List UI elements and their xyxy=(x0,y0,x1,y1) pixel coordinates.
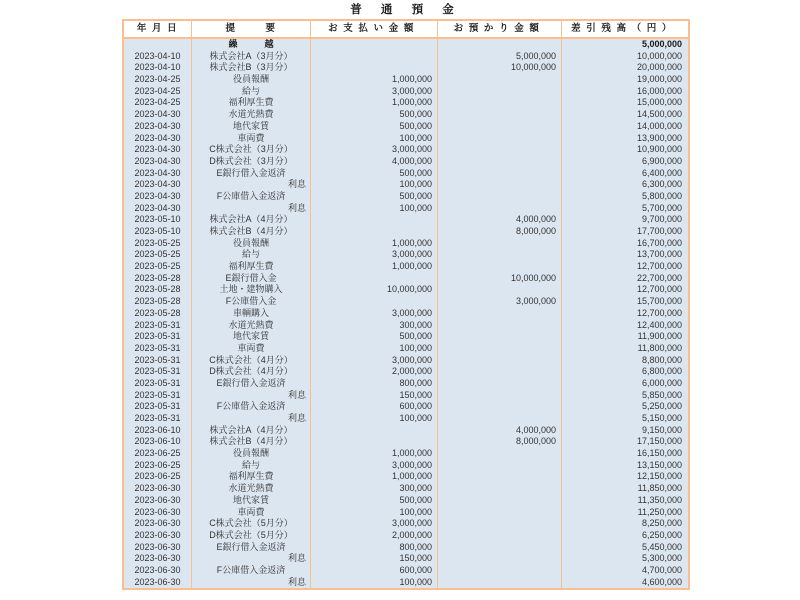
cell-date: 2023-05-31 xyxy=(124,355,192,367)
cell-summary: 株式会社B（4月分） xyxy=(192,226,311,238)
cell-payment: 2,000,000 xyxy=(311,530,438,542)
header-deposit: お 預 か り 金 額 xyxy=(438,21,562,37)
cell-balance: 4,700,000 xyxy=(641,564,682,575)
cell-deposit xyxy=(438,378,562,390)
cell-deposit xyxy=(438,261,562,273)
header-summary: 提 要 xyxy=(192,21,311,37)
cell-summary: 利息 xyxy=(192,413,311,425)
cell-date: 2023-06-30 xyxy=(124,577,192,589)
table-row xyxy=(124,553,688,565)
cell-deposit: 10,000,000 xyxy=(438,273,562,285)
cell-deposit: 8,000,000 xyxy=(438,436,562,448)
cell-summary: 車両費 xyxy=(192,507,311,519)
cell-deposit xyxy=(438,97,562,109)
cell-payment: 300,000 xyxy=(311,483,438,495)
cell-summary: 土地・建物購入 xyxy=(192,284,311,296)
cell-date: 2023-06-30 xyxy=(124,565,192,577)
cell-deposit xyxy=(438,308,562,320)
cell-date: 2023-05-28 xyxy=(124,284,192,296)
table-row xyxy=(124,39,688,51)
cell-balance: 19,000,000 xyxy=(636,74,682,85)
cell-date: 2023-06-30 xyxy=(124,483,192,495)
cell-date: 2023-05-31 xyxy=(124,343,192,355)
table-row xyxy=(124,507,688,519)
cell-payment xyxy=(311,226,438,238)
cell-summary: 役員報酬 xyxy=(192,448,311,460)
cell-date: 2023-05-31 xyxy=(124,401,192,413)
cell-balance: 6,250,000 xyxy=(641,529,682,540)
cell-deposit xyxy=(438,320,562,332)
cell-deposit xyxy=(438,413,562,425)
cell-payment: 500,000 xyxy=(311,331,438,343)
table-row xyxy=(124,355,688,367)
cell-balance: 8,250,000 xyxy=(641,518,682,529)
cell-summary: 利息 xyxy=(192,553,311,565)
cell-balance: 14,500,000 xyxy=(636,109,682,120)
table-row xyxy=(124,495,688,507)
cell-summary: F公庫借入金返済 xyxy=(192,191,311,203)
cell-payment: 3,000,000 xyxy=(311,355,438,367)
table-row xyxy=(124,97,688,109)
table-row xyxy=(124,203,688,215)
cell-payment: 1,000,000 xyxy=(311,261,438,273)
table-row xyxy=(124,191,688,203)
cell-payment: 100,000 xyxy=(311,343,438,355)
cell-payment: 800,000 xyxy=(311,542,438,554)
cell-deposit xyxy=(438,553,562,565)
cell-payment: 3,000,000 xyxy=(311,86,438,98)
cell-balance: 11,850,000 xyxy=(637,483,682,494)
cell-balance: 6,400,000 xyxy=(641,167,682,178)
table-row xyxy=(124,366,688,378)
cell-payment: 500,000 xyxy=(311,109,438,121)
table-row xyxy=(124,448,688,460)
cell-payment: 3,000,000 xyxy=(311,144,438,156)
table-row xyxy=(124,483,688,495)
cell-balance: 22,700,000 xyxy=(636,272,682,283)
table-row xyxy=(124,74,688,86)
cell-date: 2023-04-30 xyxy=(124,179,192,191)
table-body xyxy=(124,39,688,588)
cell-payment xyxy=(311,436,438,448)
cell-balance: 13,900,000 xyxy=(636,132,682,143)
cell-payment xyxy=(311,425,438,437)
cell-balance: 5,000,000 xyxy=(641,39,682,49)
cell-payment: 300,000 xyxy=(311,320,438,332)
cell-date: 2023-04-25 xyxy=(124,74,192,86)
cell-deposit xyxy=(438,86,562,98)
table-row xyxy=(124,577,688,589)
cell-deposit xyxy=(438,366,562,378)
cell-balance: 12,700,000 xyxy=(636,307,682,318)
cell-date: 2023-04-30 xyxy=(124,144,192,156)
cell-date: 2023-05-25 xyxy=(124,238,192,250)
table-row xyxy=(124,331,688,343)
cell-summary: 給与 xyxy=(192,249,311,261)
cell-date: 2023-06-30 xyxy=(124,507,192,519)
table-row xyxy=(124,273,688,285)
cell-date: 2023-05-31 xyxy=(124,320,192,332)
table-row xyxy=(124,413,688,425)
cell-balance: 20,000,000 xyxy=(636,62,682,73)
cell-summary: 利息 xyxy=(192,203,311,215)
table-row xyxy=(124,226,688,238)
cell-date: 2023-06-25 xyxy=(124,471,192,483)
cell-balance: 11,250,000 xyxy=(637,506,682,517)
cell-deposit xyxy=(438,203,562,215)
cell-balance: 11,800,000 xyxy=(637,342,682,353)
cell-date: 2023-06-30 xyxy=(124,495,192,507)
cell-summary: 株式会社A（3月分） xyxy=(192,51,311,63)
table-row xyxy=(124,518,688,530)
cell-balance: 6,800,000 xyxy=(641,366,682,377)
table-row xyxy=(124,249,688,261)
table-row xyxy=(124,284,688,296)
cell-payment: 100,000 xyxy=(311,179,438,191)
cell-summary: E銀行借入金返済 xyxy=(192,168,311,180)
cell-payment: 1,000,000 xyxy=(311,448,438,460)
cell-deposit xyxy=(438,284,562,296)
table-header-row xyxy=(124,21,688,39)
cell-balance: 5,300,000 xyxy=(641,553,682,564)
cell-date: 2023-05-28 xyxy=(124,273,192,285)
cell-date: 2023-05-28 xyxy=(124,296,192,308)
table-row xyxy=(124,296,688,308)
cell-balance: 12,400,000 xyxy=(636,319,682,330)
cell-deposit xyxy=(438,460,562,472)
cell-payment xyxy=(311,51,438,63)
cell-payment: 800,000 xyxy=(311,378,438,390)
table-row xyxy=(124,238,688,250)
table-row xyxy=(124,308,688,320)
cell-balance: 13,150,000 xyxy=(636,459,682,470)
cell-payment: 1,000,000 xyxy=(311,471,438,483)
cell-balance: 5,850,000 xyxy=(641,389,682,400)
cell-summary: 利息 xyxy=(192,179,311,191)
cell-date: 2023-04-10 xyxy=(124,62,192,74)
cell-deposit xyxy=(438,518,562,530)
cell-summary: 給与 xyxy=(192,86,311,98)
cell-balance: 12,700,000 xyxy=(636,284,682,295)
cell-summary: 車輌購入 xyxy=(192,308,311,320)
cell-balance: 5,150,000 xyxy=(641,413,682,423)
cell-deposit xyxy=(438,390,562,402)
table-row xyxy=(124,156,688,168)
cell-balance: 6,000,000 xyxy=(641,377,682,388)
cell-deposit xyxy=(438,168,562,180)
cell-date: 2023-04-30 xyxy=(124,191,192,203)
cell-summary: 給与 xyxy=(192,460,311,472)
cell-payment: 600,000 xyxy=(311,565,438,577)
header-payment: お 支 払 い 金 額 xyxy=(311,21,438,37)
cell-summary: E銀行借入金 xyxy=(192,273,311,285)
cell-deposit: 10,000,000 xyxy=(438,62,562,74)
cell-deposit xyxy=(438,144,562,156)
cell-date: 2023-05-31 xyxy=(124,378,192,390)
cell-summary: C株式会社（5月分） xyxy=(192,518,311,530)
cell-payment: 100,000 xyxy=(311,577,438,589)
table-row xyxy=(124,179,688,191)
cell-payment: 1,000,000 xyxy=(311,97,438,109)
table-row xyxy=(124,378,688,390)
cell-date: 2023-04-30 xyxy=(124,156,192,168)
cell-deposit xyxy=(438,39,562,51)
cell-deposit xyxy=(438,343,562,355)
cell-summary: 繰 越 xyxy=(192,39,311,51)
cell-summary: 株式会社B（3月分） xyxy=(192,62,311,74)
table-row xyxy=(124,168,688,180)
cell-payment: 500,000 xyxy=(311,168,438,180)
cell-payment: 3,000,000 xyxy=(311,249,438,261)
table-row xyxy=(124,530,688,542)
cell-deposit xyxy=(438,133,562,145)
cell-balance: 10,000,000 xyxy=(636,50,682,61)
cell-deposit xyxy=(438,495,562,507)
cell-date: 2023-04-30 xyxy=(124,109,192,121)
cell-summary: F公庫借入金 xyxy=(192,296,311,308)
cell-payment: 3,000,000 xyxy=(311,518,438,530)
cell-deposit xyxy=(438,507,562,519)
table-row xyxy=(124,471,688,483)
cell-balance: 16,150,000 xyxy=(636,448,682,459)
table-row xyxy=(124,86,688,98)
table-row xyxy=(124,565,688,577)
table-row xyxy=(124,436,688,448)
cell-payment: 600,000 xyxy=(311,401,438,413)
cell-summary: 水道光熱費 xyxy=(192,320,311,332)
cell-summary: 利息 xyxy=(192,577,311,589)
cell-summary: D株式会社（5月分） xyxy=(192,530,311,542)
cell-payment: 500,000 xyxy=(311,495,438,507)
cell-deposit: 4,000,000 xyxy=(438,214,562,226)
cell-summary: 利息 xyxy=(192,390,311,402)
cell-deposit xyxy=(438,74,562,86)
cell-summary: D株式会社（4月分） xyxy=(192,366,311,378)
cell-payment xyxy=(311,214,438,226)
cell-deposit: 4,000,000 xyxy=(438,425,562,437)
cell-date: 2023-05-10 xyxy=(124,214,192,226)
cell-payment xyxy=(311,62,438,74)
ledger-table xyxy=(122,19,690,590)
cell-payment: 1,000,000 xyxy=(311,74,438,86)
cell-deposit: 5,000,000 xyxy=(438,51,562,63)
cell-summary: 株式会社A（4月分） xyxy=(192,214,311,226)
cell-date: 2023-04-10 xyxy=(124,51,192,63)
cell-balance: 5,250,000 xyxy=(641,401,682,412)
cell-summary: 地代家賃 xyxy=(192,331,311,343)
header-date: 年 月 日 xyxy=(124,21,192,37)
cell-summary: F公庫借入金返済 xyxy=(192,565,311,577)
table-row xyxy=(124,121,688,133)
table-row xyxy=(124,144,688,156)
table-row xyxy=(124,542,688,554)
cell-deposit xyxy=(438,483,562,495)
cell-summary: 地代家賃 xyxy=(192,495,311,507)
cell-deposit xyxy=(438,530,562,542)
cell-date: 2023-06-10 xyxy=(124,425,192,437)
cell-date: 2023-05-28 xyxy=(124,308,192,320)
cell-deposit: 8,000,000 xyxy=(438,226,562,238)
cell-date: 2023-06-30 xyxy=(124,542,192,554)
cell-date: 2023-06-10 xyxy=(124,436,192,448)
cell-date: 2023-04-25 xyxy=(124,86,192,98)
cell-balance: 12,150,000 xyxy=(636,471,682,482)
cell-date: 2023-04-30 xyxy=(124,133,192,145)
cell-balance: 10,900,000 xyxy=(636,144,682,155)
cell-balance: 15,000,000 xyxy=(636,97,682,108)
cell-summary: E銀行借入金返済 xyxy=(192,542,311,554)
cell-date: 2023-04-30 xyxy=(124,168,192,180)
cell-deposit xyxy=(438,448,562,460)
cell-date: 2023-05-31 xyxy=(124,366,192,378)
cell-balance: 8,800,000 xyxy=(641,354,682,365)
cell-date: 2023-05-25 xyxy=(124,261,192,273)
cell-summary: 役員報酬 xyxy=(192,238,311,250)
table-row xyxy=(124,109,688,121)
cell-date: 2023-04-30 xyxy=(124,121,192,133)
cell-payment xyxy=(311,296,438,308)
cell-payment: 150,000 xyxy=(311,553,438,565)
cell-balance: 11,350,000 xyxy=(637,494,682,505)
cell-deposit: 3,000,000 xyxy=(438,296,562,308)
cell-deposit xyxy=(438,249,562,261)
cell-summary: 車両費 xyxy=(192,133,311,145)
cell-payment xyxy=(311,39,438,51)
cell-payment: 100,000 xyxy=(311,203,438,215)
cell-balance: 5,800,000 xyxy=(641,190,682,201)
cell-summary: 水道光熱費 xyxy=(192,483,311,495)
cell-deposit xyxy=(438,401,562,413)
cell-summary: D株式会社（3月分） xyxy=(192,156,311,168)
cell-summary: 福利厚生費 xyxy=(192,97,311,109)
cell-balance: 12,700,000 xyxy=(636,261,682,272)
cell-payment: 150,000 xyxy=(311,390,438,402)
cell-deposit xyxy=(438,191,562,203)
cell-summary: 役員報酬 xyxy=(192,74,311,86)
cell-payment: 100,000 xyxy=(311,133,438,145)
cell-balance: 15,700,000 xyxy=(636,296,682,307)
cell-balance: 16,000,000 xyxy=(636,85,682,96)
cell-balance: 17,700,000 xyxy=(636,226,682,236)
cell-date: 2023-04-25 xyxy=(124,97,192,109)
cell-balance: 17,150,000 xyxy=(636,436,682,447)
table-row xyxy=(124,51,688,63)
cell-date: 2023-05-10 xyxy=(124,226,192,238)
table-row xyxy=(124,261,688,273)
cell-balance: 13,700,000 xyxy=(636,249,682,260)
cell-balance: 14,000,000 xyxy=(636,120,682,131)
cell-summary: F公庫借入金返済 xyxy=(192,401,311,413)
page-title: 普 通 預 金 xyxy=(350,4,462,16)
cell-payment: 1,000,000 xyxy=(311,238,438,250)
cell-date: 2023-05-31 xyxy=(124,331,192,343)
cell-summary: 福利厚生費 xyxy=(192,471,311,483)
header-balance: 差 引 残 高 （ 円 ） xyxy=(571,23,673,34)
cell-date: 2023-05-25 xyxy=(124,249,192,261)
table-row xyxy=(124,133,688,145)
cell-summary: 福利厚生費 xyxy=(192,261,311,273)
cell-date: 2023-06-30 xyxy=(124,530,192,542)
table-row xyxy=(124,320,688,332)
table-row xyxy=(124,343,688,355)
cell-summary: 地代家賃 xyxy=(192,121,311,133)
cell-payment: 500,000 xyxy=(311,191,438,203)
cell-payment: 100,000 xyxy=(311,507,438,519)
cell-payment xyxy=(311,273,438,285)
cell-payment: 100,000 xyxy=(311,413,438,425)
cell-date: 2023-05-31 xyxy=(124,390,192,402)
cell-deposit xyxy=(438,542,562,554)
cell-date xyxy=(124,39,192,51)
cell-balance: 16,700,000 xyxy=(636,237,682,248)
cell-deposit xyxy=(438,355,562,367)
cell-deposit xyxy=(438,109,562,121)
table-row xyxy=(124,390,688,402)
cell-balance: 4,600,000 xyxy=(641,576,682,587)
cell-payment: 3,000,000 xyxy=(311,308,438,320)
cell-balance: 6,300,000 xyxy=(641,179,682,190)
cell-payment: 2,000,000 xyxy=(311,366,438,378)
cell-payment: 4,000,000 xyxy=(311,156,438,168)
table-row xyxy=(124,62,688,74)
table-row xyxy=(124,401,688,413)
cell-date: 2023-06-25 xyxy=(124,448,192,460)
cell-deposit xyxy=(438,577,562,589)
cell-date: 2023-06-30 xyxy=(124,518,192,530)
cell-balance: 9,700,000 xyxy=(641,214,682,225)
cell-date: 2023-04-30 xyxy=(124,203,192,215)
cell-date: 2023-05-31 xyxy=(124,413,192,425)
table-row xyxy=(124,425,688,437)
cell-summary: C株式会社（4月分） xyxy=(192,355,311,367)
cell-deposit xyxy=(438,179,562,191)
cell-balance: 5,450,000 xyxy=(641,541,682,552)
cell-date: 2023-06-30 xyxy=(124,553,192,565)
cell-payment: 500,000 xyxy=(311,121,438,133)
cell-deposit xyxy=(438,156,562,168)
cell-payment: 10,000,000 xyxy=(311,284,438,296)
cell-summary: 株式会社B（4月分） xyxy=(192,436,311,448)
cell-summary: C株式会社（3月分） xyxy=(192,144,311,156)
cell-deposit xyxy=(438,238,562,250)
cell-payment: 3,000,000 xyxy=(311,460,438,472)
cell-deposit xyxy=(438,121,562,133)
cell-deposit xyxy=(438,565,562,577)
cell-summary: 株式会社A（4月分） xyxy=(192,425,311,437)
cell-balance: 5,700,000 xyxy=(641,202,682,213)
cell-summary: E銀行借入金返済 xyxy=(192,378,311,390)
table-row xyxy=(124,214,688,226)
cell-deposit xyxy=(438,331,562,343)
table-row xyxy=(124,460,688,472)
cell-deposit xyxy=(438,471,562,483)
cell-balance: 6,900,000 xyxy=(641,155,682,166)
cell-summary: 水道光熱費 xyxy=(192,109,311,121)
cell-date: 2023-06-25 xyxy=(124,460,192,472)
cell-balance: 11,900,000 xyxy=(637,331,682,342)
cell-balance: 9,150,000 xyxy=(641,424,682,435)
cell-summary: 車両費 xyxy=(192,343,311,355)
